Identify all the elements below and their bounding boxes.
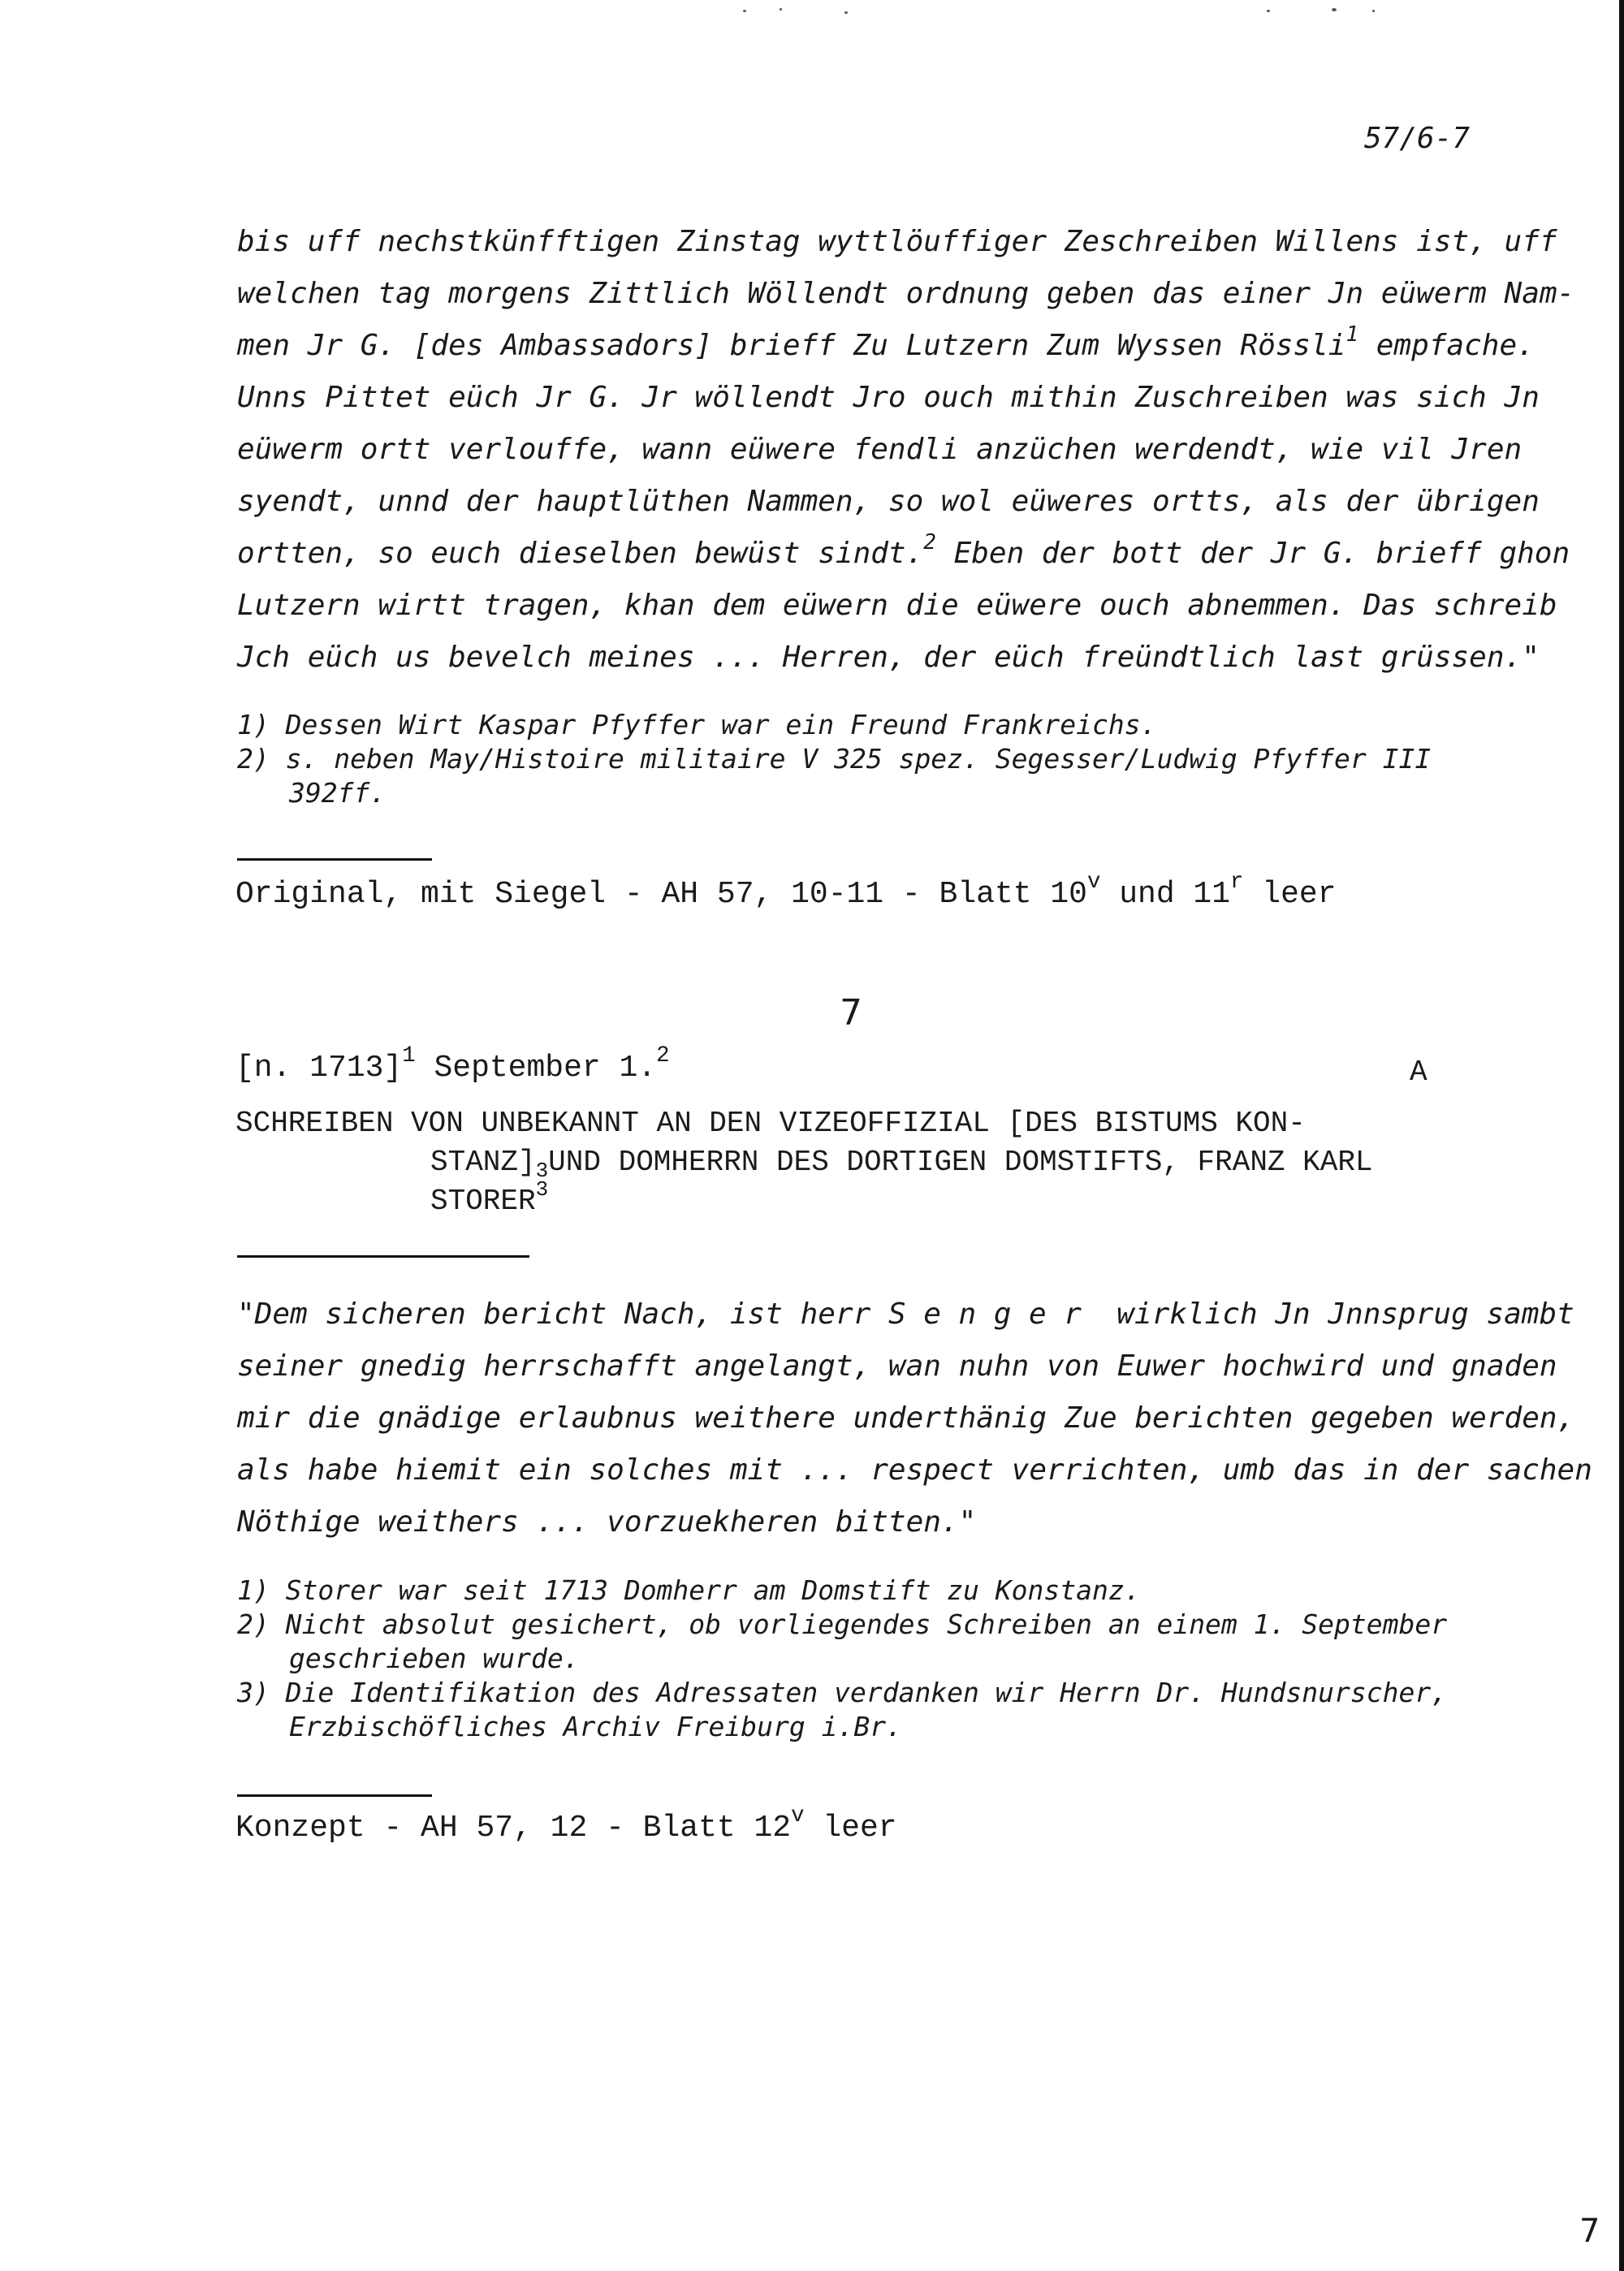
divider [237,1794,432,1797]
footnote-ref: 2 [656,1043,670,1069]
quote-line: Nöthige weithers ... vorzuekheren bitten." [237,1505,977,1539]
quote-line: als habe hiemit ein solches mit ... respect verrichten, umb das in der sachen [237,1453,1592,1487]
quote-line: seiner gnedig herrschafft angelangt, wan nuhn von Euwer hochwird und gnaden [237,1349,1557,1383]
quote-line: "Dem sicheren bericht Nach, ist herr Senger wirklich Jn Jnnsprug sambt [237,1297,1574,1331]
quote-line: mir die gnädige erlaubnus weithere underthänig Zue berichten gegeben werden, [237,1401,1575,1435]
document-letter: A [1410,1056,1427,1089]
document-title: SCHREIBEN VON UNBEKANNT AN DEN VIZEOFFIZIAL [DES BISTUMS KON- $STANZ]_3UND$ DOMHERRN DES DORTIGEN DOMSTIFTS, FRANZ KARL STORER$^3$ [235,1107,1373,1218]
quote-line: syendt, unnd der hauptlüthen Nammen, so wol eüweres ortts, als der übrigen [237,485,1540,518]
source-note: Original, mit Siegel - AH 57, 10-11 - Blatt 10$^v$ und 11$^r$ leer [235,870,1337,912]
divider [237,858,432,861]
footnote-ref: 1 [402,1043,416,1069]
quote-line: Jch eüch us bevelch meines ... Herren, der eüch freündtlich last grüssen." [237,641,1540,674]
scan-speck [1332,8,1337,11]
page-number: 57/6-7 [1364,122,1471,155]
footnote: 392ff. [289,777,387,809]
footnotes-doc6 [237,708,1431,810]
spaced-name: Senger [888,1297,1099,1331]
quote-line: eüwerm ortt verlouffe, wann eüwere fendli anzüchen werdendt, wie vil Jren [237,433,1522,466]
footnote: geschrieben wurde. [289,1643,580,1674]
scan-edge [1619,0,1624,2271]
quote-line: bis uff nechstkünfftigen Zinstag wyttlöuffiger Zeschreiben Willens ist, uff [237,225,1557,258]
quote-line: Unns Pittet eüch Jr G. Jr wöllendt Jro ouch mithin Zuschreiben was sich Jn [237,381,1540,414]
handwritten-mark: 7 [1579,2213,1600,2250]
quote-line: welchen tag morgens Zittlich Wöllendt ordnung geben das einer Jn eüwerm Nam- [237,277,1575,310]
quote-continuation [237,216,1574,684]
scan-speck [743,10,746,12]
footnote: 2) Nicht absolut gesichert, ob vorliegendes Schreiben an einem 1. September [237,1608,1448,1640]
document-date: [n. 1713]$^1$ September 1.$^2$ [235,1043,670,1086]
footnote: 3) Die Identifikation des Adressaten verdanken wir Herrn Dr. Hundsnurscher, [237,1677,1448,1708]
footnote: 2) s. neben May/Histoire militaire V 325 spez. Segesser/Ludwig Pfyffer III [237,743,1432,775]
footnote: 1) Dessen Wirt Kaspar Pfyffer war ein Freund Frankreichs. [237,709,1157,740]
divider [237,1255,529,1258]
quote-doc7 [237,1289,1592,1548]
quote-line: Lutzern wirtt tragen, khan dem eüwern die eüwere ouch abnemmen. Das schreib [237,589,1557,622]
scan-speck [1372,10,1375,12]
scan-speck [844,11,848,14]
footnote: 1) Storer war seit 1713 Domherr am Domstift zu Konstanz. [237,1574,1141,1606]
quote-line: men Jr G. [des Ambassadors] brieff Zu Lutzern Zum Wyssen Rössli$^1$ empfache. [237,322,1535,362]
source-note: Konzept - AH 57, 12 - Blatt 12$^v$ leer [235,1803,897,1846]
footnote: Erzbischöfliches Archiv Freiburg i.Br. [289,1711,902,1742]
quote-line: ortten, so euch dieselben bewüst sindt.$^2$ Eben der bott der Jr G. brieff ghon [237,530,1570,570]
scan-speck [780,8,782,11]
footnotes-doc7 [237,1574,1447,1744]
footnote-ref: 2 [923,530,936,555]
document-number: 7 [840,992,862,1034]
footnote-ref: 1 [1345,322,1359,348]
scan-speck [1267,10,1270,12]
